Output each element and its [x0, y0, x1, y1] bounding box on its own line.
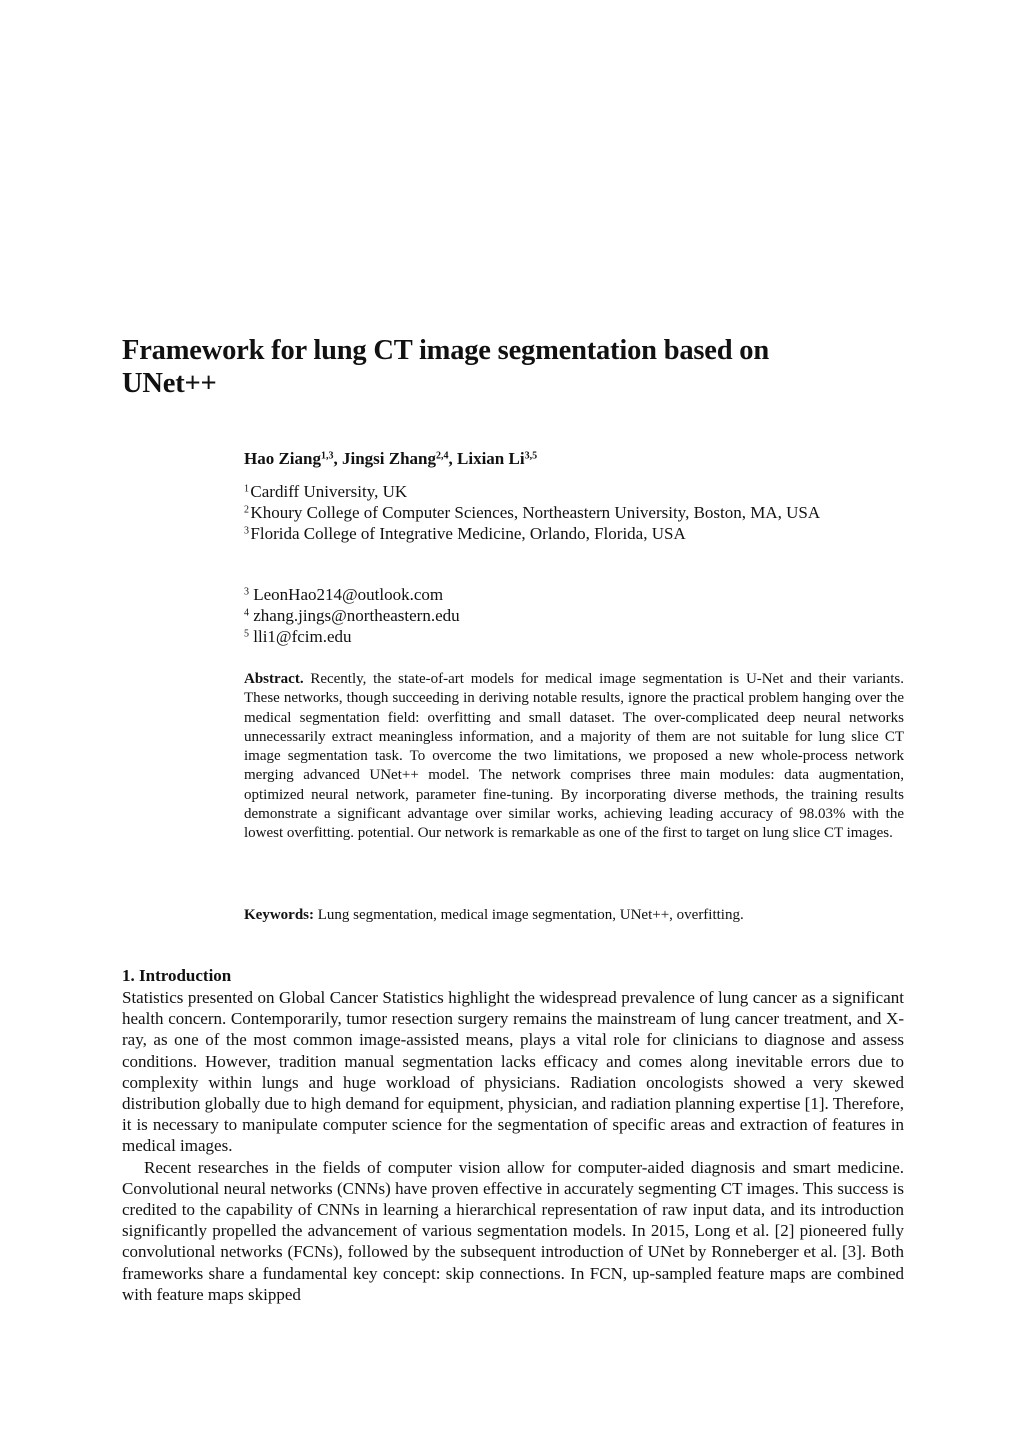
email-marker: 4 — [244, 607, 249, 619]
section-body — [122, 987, 904, 1305]
email-address: LeonHao214@outlook.com — [253, 585, 444, 604]
affiliation-marker: 1 — [244, 483, 249, 495]
email-list — [244, 584, 460, 647]
email — [244, 605, 460, 626]
paper-title: Framework for lung CT image segmentation based on UNet++ — [122, 335, 770, 399]
author-affiliation-marker: 3,5 — [524, 450, 538, 462]
affiliation — [244, 523, 820, 544]
section-heading: 1. Introduction — [122, 966, 232, 985]
author-affiliation-marker: 1,3 — [321, 450, 334, 462]
abstract — [244, 670, 904, 844]
email-address: lli1@fcim.edu — [253, 627, 352, 646]
affiliation — [244, 502, 820, 523]
author-list — [244, 449, 537, 469]
author-separator: , — [333, 449, 342, 468]
body-paragraph: Recent researches in the fields of computer vision allow for computer-aided diagnosis and smart medicine. Convolutional neural networks (CNNs) have proven effective in accurately segmenting CT images. This success is credited to the capability of CNNs in learning a hierarchical representation of raw input data, and its introduction significantly propelled the advancement of various segmentation models. In 2015, Long et al. [2] pioneered fully convolutional networks (FCNs), followed by the subsequent introduction of UNet by Ronneberger et al. [3]. Both frameworks share a fundamental key concept: skip connections. In FCN, up-sampled feature maps are combined with feature maps skipped — [122, 1157, 904, 1304]
email — [244, 626, 460, 647]
author-name: Hao Ziang — [244, 449, 321, 468]
body-paragraph: Statistics presented on Global Cancer Statistics highlight the widespread prevalence of lung cancer as a significant health concern. Contemporarily, tumor resection surgery remains the mainstream of lung cancer treatment, and X-ray, as one of the most common image-assisted means, plays a vital role for clinicians to diagnose and assess conditions. However, tradition manual segmentation lacks efficacy and comes along inevitable errors due to complexity within lungs and huge workload of physicians. Radiation oncologists showed a very skewed distribution globally due to high demand for equipment, physician, and radiation planning expertise [1]. Therefore, it is necessary to manipulate computer science for the segmentation of specific areas and extraction of features in medical images. — [122, 988, 904, 1156]
author-name: Jingsi Zhang — [342, 449, 437, 468]
email-marker: 3 — [244, 586, 249, 598]
email — [244, 584, 460, 605]
affiliation-list — [244, 481, 820, 544]
affiliation — [244, 481, 820, 502]
abstract-label: Abstract. — [244, 671, 304, 687]
email-marker: 5 — [244, 628, 249, 640]
author-affiliation-marker: 2,4 — [436, 450, 449, 462]
keywords — [244, 906, 904, 925]
author-name: Lixian Li — [457, 449, 525, 468]
affiliation-text: Cardiff University, UK — [250, 482, 408, 501]
email-address: zhang.jings@northeastern.edu — [253, 606, 460, 625]
affiliation-text: Florida College of Integrative Medicine, Orlando, Florida, USA — [250, 524, 686, 543]
keywords-text: Lung segmentation, medical image segmentation, UNet++, overfitting. — [317, 907, 744, 923]
keywords-label: Keywords: — [244, 907, 314, 923]
affiliation-text: Khoury College of Computer Sciences, Northeastern University, Boston, MA, USA — [250, 503, 821, 522]
affiliation-marker: 3 — [244, 525, 249, 537]
affiliation-marker: 2 — [244, 504, 249, 516]
abstract-text: Recently, the state-of-art models for medical image segmentation is U-Net and their variants. These networks, though succeeding in deriving notable results, ignore the practical problem hanging over the medical segmentation field: overfitting and small dataset. The over-complicated deep neural networks unnecessarily extract meaningless information, and a majority of them are not suitable for lung slice CT image segmentation task. To overcome the two limitations, we proposed a new whole-process network merging advanced UNet++ model. The network comprises three main modules: data augmentation, optimized neural network, parameter fine-tuning. By incorporating diverse methods, the training results demonstrate a significant advantage over similar works, achieving leading accuracy of 98.03% with the lowest overfitting. potential. Our network is remarkable as one of the first to target on lung slice CT images. — [244, 671, 904, 842]
author-separator: , — [448, 449, 458, 468]
